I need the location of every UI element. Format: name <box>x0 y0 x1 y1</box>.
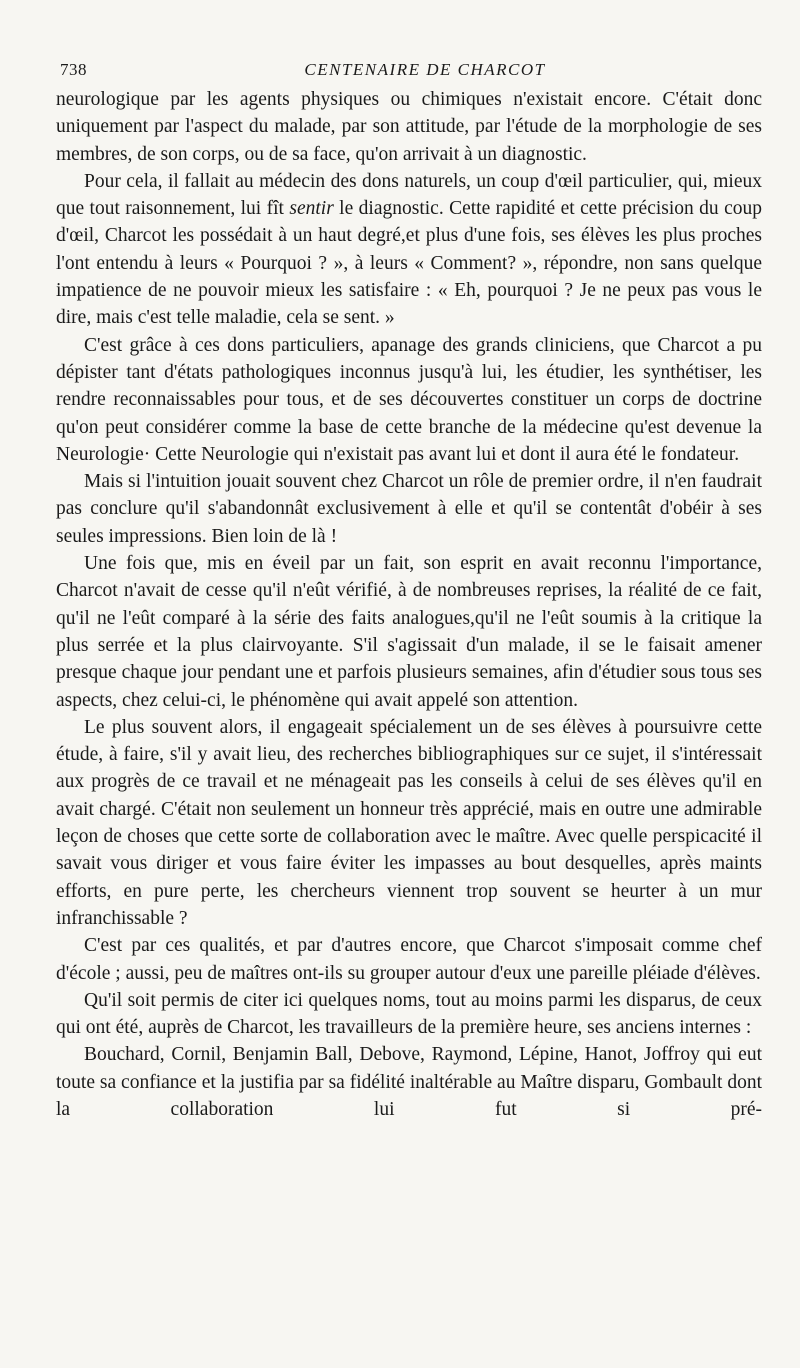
paragraph: neurologique par les agents physiques ou chimiques n'existait encore. C'était donc uniquement par l'aspect du malade, par son attitude, par l'étude de la morphologie de ses membres, de son corps, ou de sa face, qu'on arrivait à un diagnostic. <box>56 89 762 165</box>
paragraph: Mais si l'intuition jouait souvent chez Charcot un rôle de premier ordre, il n'en faudrait pas conclure qu'il s'abandonnât exclusivement à elle et qu'il se contentât d'obéir à ses seules impressions. Bien loin de là ! <box>56 471 762 547</box>
paragraph: C'est grâce à ces dons particuliers, apanage des grands cliniciens, que Charcot a pu dépister tant d'états pathologiques inconnus jusqu'à lui, les étudier, les synthétiser, les rendre reconnaissables pour tous, et de ses découvertes constituer un corps de doctrine qu'on peut considérer comme la base de cette branche de la médecine qu'est devenue la Neurologie· Cette Neurologie qui n'existait pas avant lui et dont il aura été le fondateur. <box>56 334 762 465</box>
paragraph: C'est par ces qualités, et par d'autres encore, que Charcot s'imposait comme chef d'école ; aussi, peu de maîtres ont-ils su grouper autour d'eux une pareille pléiade d'élèves. <box>56 935 762 984</box>
paragraph: Bouchard, Cornil, Benjamin Ball, Debove, Raymond, Lépine, Hanot, Joffroy qui eut toute sa confiance et la justifia par sa fidélité inaltérable au Maître disparu, Gombault dont la collaboration lui fut si pré- <box>56 1044 762 1120</box>
paragraph: Qu'il soit permis de citer ici quelques noms, tout au moins parmi les disparus, de ceux qui ont été, auprès de Charcot, les travailleurs de la première heure, ses anciens internes : <box>56 989 762 1039</box>
paragraph: Le plus souvent alors, il engageait spécialement un de ses élèves à poursuivre cette étude, à faire, s'il y avait lieu, des recherches bibliographiques sur ce sujet, il s'intéressait aux progrès de ce travail et ne ménageait pas les conseils à celui de ses élèves qu'il en avait chargé. C'était non seulement un honneur très apprécié, mais en outre une admirable leçon de choses que cette sorte de collaboration avec le maître. Avec quelle perspicacité il savait vous diriger et vous faire éviter les impasses au bout desquelles, après maints efforts, en pure perte, les chercheurs viennent trop souvent se heurter à un mur infranchissable ? <box>56 716 762 929</box>
page-number: 738 <box>60 60 87 79</box>
body-text <box>56 86 762 1123</box>
page-header <box>60 60 760 84</box>
running-title: CENTENAIRE DE CHARCOT <box>304 60 546 79</box>
paragraph: Pour cela, il fallait au médecin des dons naturels, un coup d'œil particulier, qui, mieux que tout raisonnement, lui fît sentir le diagnostic. Cette rapidité et cette précision du coup d'œil, Charcot les possédait à un haut degré,et plus d'une fois, ses élèves les plus proches l'ont entendu à leurs « Pourquoi ? », à leurs « Comment? », répondre, non sans quelque impatience de ne pouvoir mieux les satisfaire : « Eh, pourquoi ? Je ne peux pas vous le dire, mais c'est telle maladie, cela se sent. » <box>56 170 762 329</box>
paragraph: Une fois que, mis en éveil par un fait, son esprit en avait reconnu l'importance, Charcot n'avait de cesse qu'il n'eût vérifié, à de nombreuses reprises, la réalité de ce fait, qu'il ne l'eût comparé à la série des faits analogues,qu'il ne l'eût soumis à la critique la plus serrée et la plus clairvoyante. S'il s'agissait d'un malade, il se le faisait amener presque chaque jour pendant une et parfois plusieurs semaines, afin d'étudier sous tous ses aspects, chez celui-ci, le phénomène qui avait appelé son attention. <box>56 553 762 711</box>
emphasis-word: sentir <box>289 198 334 220</box>
